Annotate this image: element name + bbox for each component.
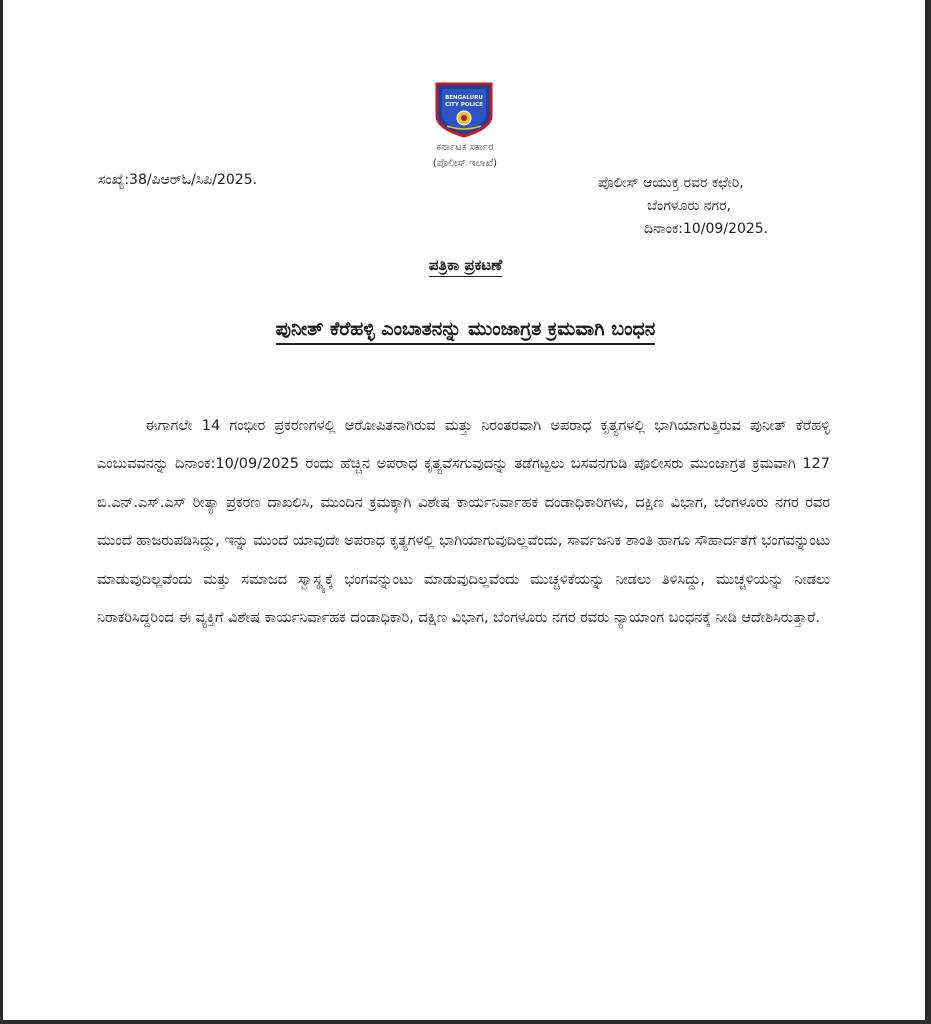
page-frame-right [925, 0, 931, 1024]
headline [0, 318, 931, 340]
bengaluru-city-police-logo [433, 80, 495, 138]
date-line: ದಿನಾಂಕ:10/09/2025. [644, 221, 769, 237]
page-frame-bottom [0, 1020, 931, 1024]
office-line-2: ಬೆಂಗಳೂರು ನಗರ, [647, 198, 731, 214]
headline-text: ಪುನೀತ್ ಕೆರೆಹಳ್ಳಿ ಎಂಬಾತನನ್ನು ಮುಂಜಾಗ್ರತ ಕ್ರಮವಾಗಿ ಬಂಧನ [276, 318, 656, 345]
body-paragraph: ಈಗಾಗಲೇ 14 ಗಂಭೀರ ಪ್ರಕರಣಗಳಲ್ಲಿ ಆರೋಪಿತನಾಗಿರುವ ಮತ್ತು ನಿರಂತರವಾಗಿ ಅಪರಾಧ ಕೃತ್ಯಗಳಲ್ಲಿ ಭಾಗಿಯಾಗುತ್ತಿರುವ ಪುನೀತ್ ಕೆರೆಹಳ್ಳಿ ಎಂಬುವವನನ್ನು ದಿನಾಂಕ:10/09/2025 ರಂದು ಹೆಚ್ಚಿನ ಅಪರಾಧ ಕೃತ್ಯವೆಸಗುವುದನ್ನು ತಡೆಗಟ್ಟಲು ಬಸವನಗುಡಿ ಪೊಲೀಸರು ಮುಂಜಾಗ್ರತ ಕ್ರಮವಾಗಿ 127 ಬಿ.ಎನ್.ಎಸ್.ಎಸ್ ರೀತ್ಯಾ ಪ್ರಕರಣ ದಾಖಲಿಸಿ, ಮುಂದಿನ ಕ್ರಮಕ್ಕಾಗಿ ವಿಶೇಷ ಕಾರ್ಯನಿರ್ವಾಹಕ ದಂಡಾಧಿಕಾರಿಗಳು, ದಕ್ಷಿಣ ವಿಭಾಗ, ಬೆಂಗಳೂರು ನಗರ ರವರ ಮುಂದೆ ಹಾಜರುಪಡಿಸಿದ್ದು, ಇನ್ನು ಮುಂದೆ ಯಾವುದೇ ಅಪರಾಧ ಕೃತ್ಯಗಳಲ್ಲಿ ಭಾಗಿಯಾಗುವುದಿಲ್ಲವೆಂದು, ಸಾರ್ವಜನಿಕ ಶಾಂತಿ ಹಾಗೂ ಸೌಹಾರ್ದತೆಗೆ ಭಂಗವನ್ನುಂಟು ಮಾಡುವುದಿಲ್ಲವೆಂದು ಮತ್ತು ಸಮಾಜದ ಸ್ವಾಸ್ಥ್ಯಕ್ಕೆ ಭಂಗವನ್ನುಂಟು ಮಾಡುವುದಿಲ್ಲವೆಂದು ಮುಚ್ಚಳಿಕೆಯನ್ನು ನೀಡಲು ತಿಳಿಸಿದ್ದು, ಮುಚ್ಚಳಿಯನ್ನು ನೀಡಲು ನಿರಾಕರಿಸಿದ್ದರಿಂದ ಈ ವ್ಯಕ್ತಿಗೆ ವಿಶೇಷ ಕಾರ್ಯನಿರ್ವಾಹಕ ದಂಡಾಧಿಕಾರಿ, ದಕ್ಷಿಣ ವಿಭಾಗ, ಬೆಂಗಳೂರು ನಗರ ರವರು ನ್ಯಾಯಾಂಗ ಬಂಧನಕ್ಕೆ ನೀಡಿ ಆದೇಶಿಸಿರುತ್ತಾರೆ. [97, 418, 830, 627]
press-note-heading [0, 256, 931, 274]
page-frame-left [0, 0, 3, 1024]
press-note-label: ಪತ್ರಿಕಾ ಪ್ರಕಟಣೆ [429, 256, 502, 277]
svg-text:BENGALURU: BENGALURU [445, 95, 483, 101]
department-line: (ಪೊಲೀಸ್ ಇಲಾಖೆ) [432, 158, 498, 169]
svg-text:CITY POLICE: CITY POLICE [445, 102, 483, 108]
government-heading [385, 140, 545, 172]
office-address [598, 172, 838, 241]
office-line-1: ಪೊಲೀಸ್ ಆಯುಕ್ತ ರವರ ಕಛೇರಿ, [598, 175, 744, 191]
government-line: ಕರ್ನಾಟಕ ಸರ್ಕಾರ [436, 142, 494, 153]
reference-number: ಸಂಖ್ಯೆ:38/ಪಿಆರ್‌ಓ/ಸಿಪಿ/2025. [98, 172, 258, 188]
